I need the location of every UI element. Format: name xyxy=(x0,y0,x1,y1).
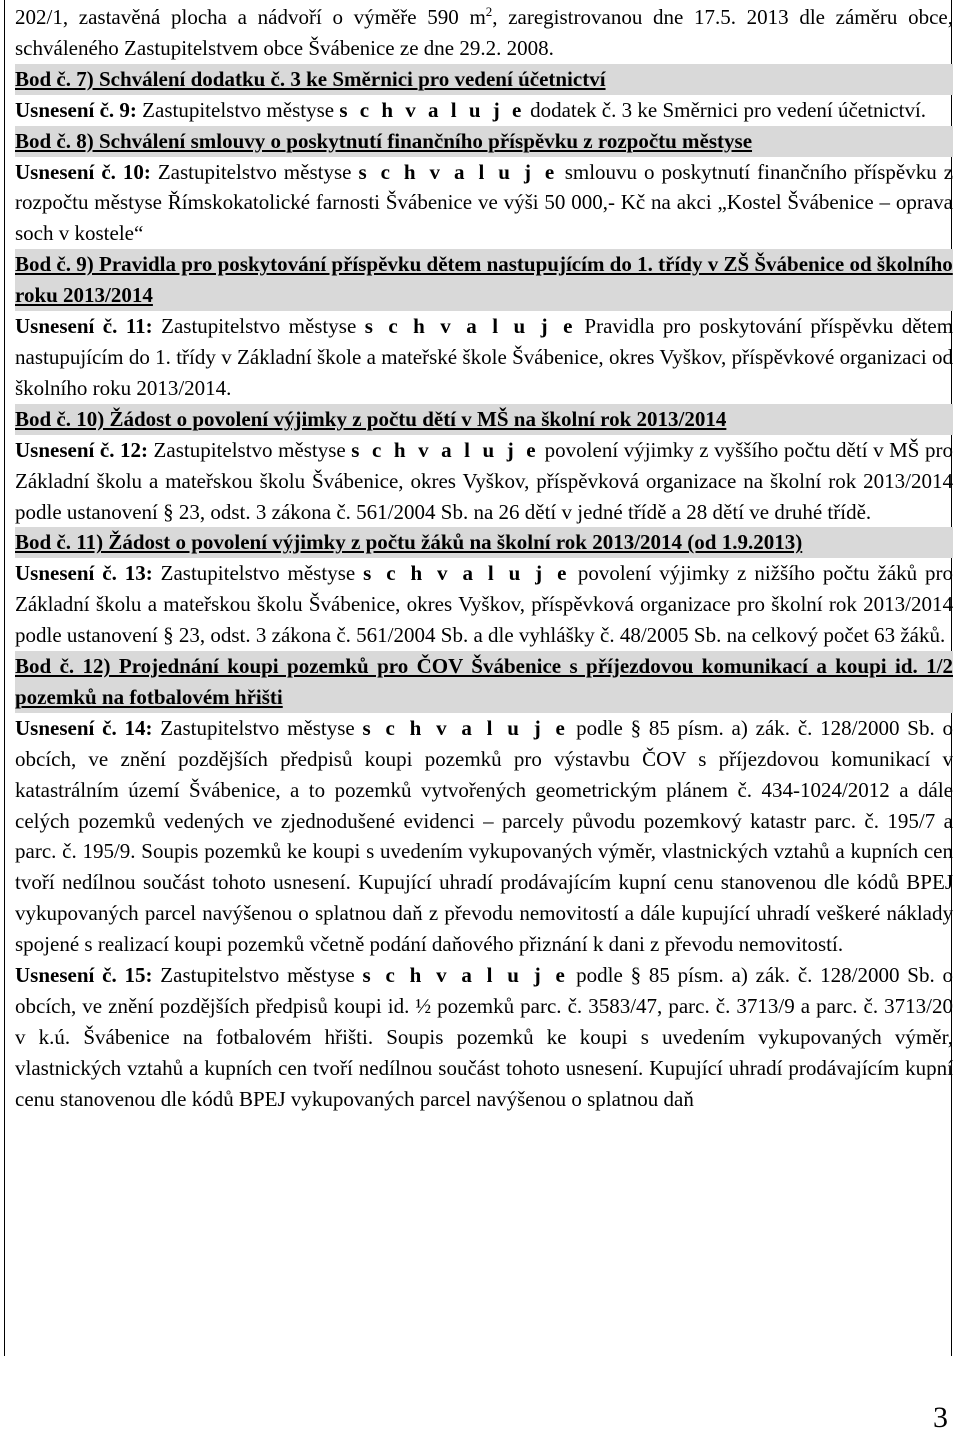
resolution-text: povolení výjimky z vyššího počtu dětí v MŠ pro Základní školu a mateřskou školu Švábenice, okres Vyškov, příspěvková organizace na školní rok 2013/2014 podle ustanovení § 23, odst. 3 zákona č. 561/2004 Sb. na 26 dětí v jedné třídě a 28 dětí ve druhé třídě. xyxy=(15,437,953,524)
resolution-subject: Zastupitelstvo městyse xyxy=(160,715,355,740)
resolution-paragraph xyxy=(15,960,953,1115)
resolution-text: dodatek č. 3 ke Směrnici pro vedení účetnictví. xyxy=(530,97,927,122)
resolution-paragraph xyxy=(15,311,953,404)
resolution-label: Usnesení č. 10: xyxy=(15,159,151,184)
resolution-text: Pravidla pro poskytování příspěvku dětem nastupujícím do 1. třídy v Základní škole a mateřské škole Švábenice, okres Vyškov, příspěvkové organizaci od školního roku 2013/2014. xyxy=(15,314,954,400)
resolution-label: Usnesení č. 12: xyxy=(15,437,148,462)
superscript: 2 xyxy=(485,4,493,19)
resolution-verb: s c h v a l u j e xyxy=(364,314,576,339)
resolution-subject: Zastupitelstvo městyse xyxy=(160,963,355,988)
resolution-paragraph xyxy=(15,713,953,960)
paragraph-intro xyxy=(15,2,953,64)
resolution-subject: Zastupitelstvo městyse xyxy=(142,97,335,122)
agenda-item-heading: Bod č. 8) Schválení smlouvy o poskytnutí finančního příspěvku z rozpočtu městyse xyxy=(15,126,953,157)
intro-text: 202/1, zastavěná plocha a nádvoří o výměře 590 m xyxy=(15,5,486,29)
resolution-label: Usnesení č. 13: xyxy=(15,561,153,586)
resolution-text: povolení výjimky z nižšího počtu žáků pro Základní školu a mateřskou školu Švábenice, okres Vyškov, příspěvková organizace pro školní rok 2013/2014 podle ustanovení § 23, odst. 3 zákona č. 561/2004 Sb. a dle vyhlášky č. 48/2005 Sb. na celkový počet 63 žáků. xyxy=(15,561,954,648)
intro-text-continued: , zaregistrovanou dne 17.5. 2013 dle záměru obce, schváleného Zastupitelstvem obce Švábenice ze dne 29.2. 2008. xyxy=(15,5,953,60)
resolution-verb: s c h v a l u j e xyxy=(351,437,540,462)
resolution-text: smlouvu o poskytnutí finančního příspěvku z rozpočtu městyse Římskokatolické farnosti Švábenice ve výši 50 000,- Kč na akci „Kostel Švábenice – oprava soch v kostele“ xyxy=(15,159,954,246)
resolution-verb: s c h v a l u j e xyxy=(339,97,525,122)
resolution-subject: Zastupitelstvo městyse xyxy=(157,159,352,184)
resolution-paragraph xyxy=(15,435,953,528)
resolution-label: Usnesení č. 9: xyxy=(15,97,137,122)
resolution-subject: Zastupitelstvo městyse xyxy=(153,437,346,462)
resolution-paragraph xyxy=(15,558,953,651)
resolution-subject: Zastupitelstvo městyse xyxy=(161,314,357,339)
resolution-verb: s c h v a l u j e xyxy=(362,963,569,988)
agenda-item-heading: Bod č. 10) Žádost o povolení výjimky z počtu dětí v MŠ na školní rok 2013/2014 xyxy=(15,404,953,435)
agenda-item-heading: Bod č. 12) Projednání koupi pozemků pro ČOV Švábenice s příjezdovou komunikací a koupi id. 1/2 pozemků na fotbalovém hřišti xyxy=(15,651,953,713)
resolution-verb: s c h v a l u j e xyxy=(362,715,569,740)
agenda-item-heading: Bod č. 9) Pravidla pro poskytování příspěvku dětem nastupujícím do 1. třídy v ZŠ Švábenice od školního roku 2013/2014 xyxy=(15,249,953,311)
resolution-label: Usnesení č. 14: xyxy=(15,715,153,740)
resolution-label: Usnesení č. 11: xyxy=(15,314,153,339)
document-body xyxy=(15,2,953,1115)
agenda-item-heading: Bod č. 7) Schválení dodatku č. 3 ke Směrnici pro vedení účetnictví xyxy=(15,64,953,95)
agenda-item-heading: Bod č. 11) Žádost o povolení výjimky z počtu žáků na školní rok 2013/2014 (od 1.9.2013) xyxy=(15,527,953,558)
resolution-paragraph xyxy=(15,157,953,250)
resolution-verb: s c h v a l u j e xyxy=(363,561,570,586)
resolution-text: podle § 85 písm. a) zák. č. 128/2000 Sb. o obcích, ve znění pozdějších předpisů koupi pozemků pro výstavbu ČOV s příjezdovou komunikací v katastrálním území Švábenice, a to pozemků vytvořených geometrickým plánem č. 434-1024/2012 a dále celých pozemků vedených ve zjednodušené evidenci – parcely původu pozemkový katastr parc. č. 195/7 a parc. č. 195/9. Soupis pozemků ke koupi s uvedením vykupovaných výměr, vlastnických vztahů a kupních cen tvoří nedílnou součást tohoto usnesení. Kupující uhradí prodávajícím kupní cenu stanovenou dle kódů BPEJ vykupovaných parcel navýšenou o splatnou daň z převodu nemovitostí a dále kupující uhradí veškeré náklady spojené s realizací koupi pozemků včetně podání daňového přiznání k dani z převodu nemovitostí. xyxy=(15,715,954,957)
resolution-text: podle § 85 písm. a) zák. č. 128/2000 Sb. o obcích, ve znění pozdějších předpisů koupi id. ½ pozemků parc. č. 3583/47, parc. č. 3713/9 a parc. č. 3713/20 v k.ú. Švábenice na fotbalovém hřišti. Soupis pozemků ke koupi s uvedením vykupovaných výměr, vlastnických vztahů a kupních cen tvoří nedílnou součást tohoto usnesení. Kupující uhradí prodávajícím kupní cenu stanovenou dle kódů BPEJ vykupovaných parcel navýšenou o splatnou daň xyxy=(15,963,954,1111)
page-number: 3 xyxy=(933,1401,948,1434)
resolution-subject: Zastupitelstvo městyse xyxy=(160,561,356,586)
page-frame xyxy=(4,0,952,1356)
resolution-paragraph xyxy=(15,95,953,126)
resolution-verb: s c h v a l u j e xyxy=(358,159,558,184)
resolution-label: Usnesení č. 15: xyxy=(15,963,153,988)
